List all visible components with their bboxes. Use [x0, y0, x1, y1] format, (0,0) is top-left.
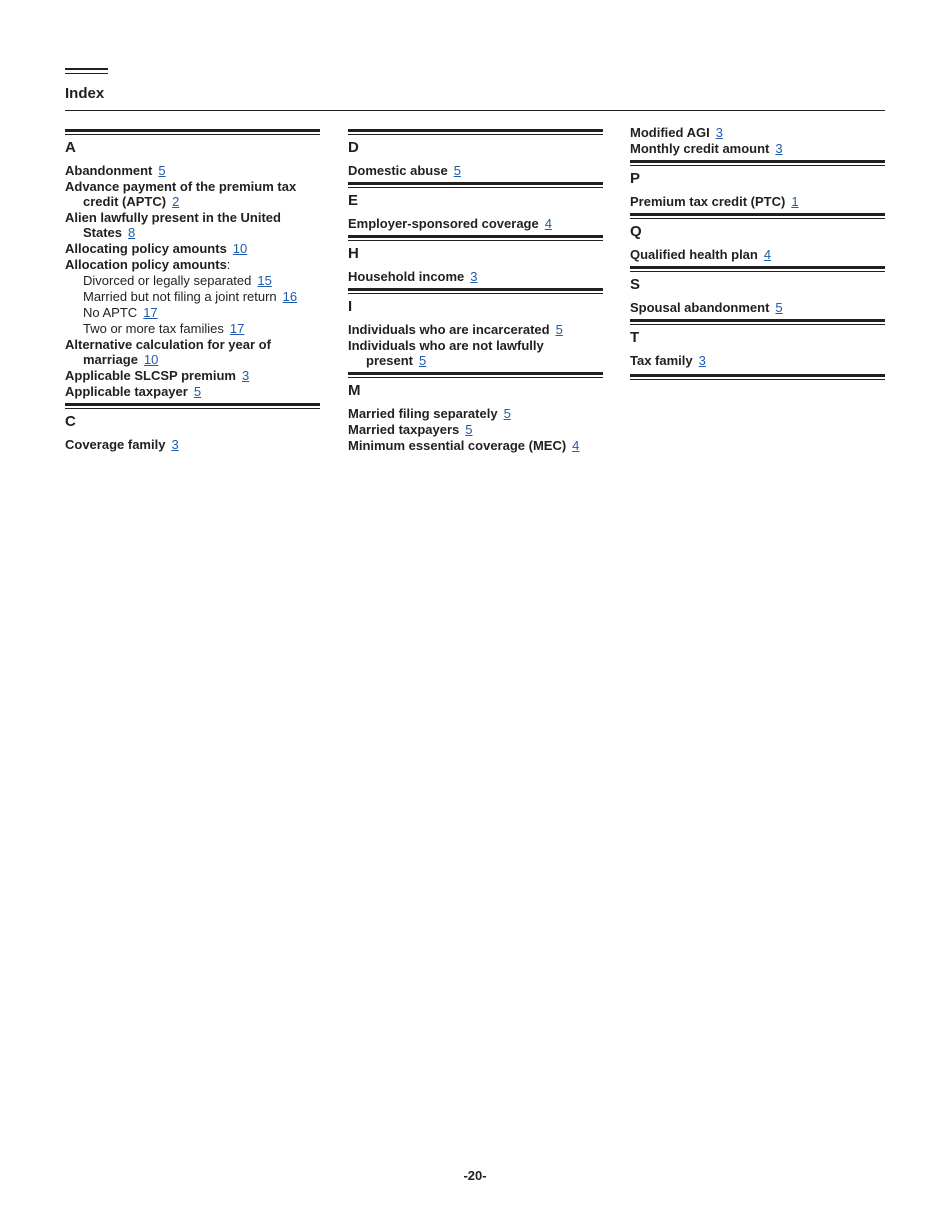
- index-column-2: [348, 125, 603, 454]
- section-letter: M: [348, 382, 361, 399]
- index-entry: Qualified health plan 4: [630, 247, 772, 262]
- index-entry: Alternative calculation for year of marriage 10: [65, 337, 271, 367]
- index-entry: Monthly credit amount 3: [630, 141, 783, 156]
- page-title: Index: [65, 85, 105, 102]
- page-link[interactable]: 5: [465, 422, 473, 437]
- page-link[interactable]: 10: [143, 352, 159, 367]
- index-section-c: [65, 403, 320, 452]
- title-divider: [65, 110, 885, 111]
- section-rule: [630, 160, 885, 166]
- page-link[interactable]: 5: [418, 353, 427, 368]
- page-link[interactable]: 5: [775, 300, 783, 315]
- section-letter: H: [348, 245, 359, 262]
- index-entry: Modified AGI 3: [630, 125, 723, 140]
- section-rule: [348, 129, 603, 135]
- index-entry: Premium tax credit (PTC) 1: [630, 194, 799, 209]
- page-number: -20-: [463, 1168, 487, 1183]
- page-link[interactable]: 5: [503, 406, 511, 421]
- index-entry: Coverage family 3: [65, 437, 179, 452]
- section-rule: [630, 319, 885, 325]
- section-letter: S: [630, 276, 641, 293]
- section-letter: E: [348, 192, 359, 209]
- index-section-a: [65, 129, 320, 399]
- index-entry: Applicable taxpayer 5: [65, 384, 202, 399]
- index-section-m-continued: [630, 125, 885, 156]
- index-section-d: [348, 129, 603, 178]
- page-link[interactable]: 3: [470, 269, 478, 284]
- index-entry: Alien lawfully present in the United States 8: [65, 210, 281, 240]
- page-link[interactable]: 3: [171, 437, 179, 452]
- index-section-t: [630, 319, 885, 368]
- page-link[interactable]: 5: [453, 163, 461, 178]
- section-rule: [348, 288, 603, 294]
- page-link[interactable]: 2: [172, 194, 180, 209]
- page-link[interactable]: 10: [232, 241, 248, 256]
- page-link[interactable]: 15: [257, 273, 272, 288]
- section-rule: [630, 266, 885, 272]
- page-link[interactable]: 8: [128, 225, 136, 240]
- index-entry: Domestic abuse 5: [348, 163, 461, 178]
- section-rule: [348, 235, 603, 241]
- index-column-1: [65, 125, 320, 453]
- index-entry: Married taxpayers 5: [348, 422, 473, 437]
- page-link[interactable]: 5: [555, 322, 563, 337]
- section-rule: [348, 182, 603, 188]
- index-section-s: [630, 266, 885, 315]
- index-entry: Minimum essential coverage (MEC) 4: [348, 438, 580, 453]
- section-rule: [630, 213, 885, 219]
- index-entry: Abandonment 5: [65, 163, 166, 178]
- index-entry: Individuals who are not lawfully present 5: [348, 338, 544, 368]
- section-letter: P: [630, 170, 641, 187]
- page-link[interactable]: 1: [791, 194, 799, 209]
- page-link[interactable]: 4: [572, 438, 580, 453]
- index-subentry: No APTC 17: [83, 305, 158, 320]
- index-end-rule: [630, 374, 885, 380]
- index-section-e: [348, 182, 603, 231]
- section-rule: [65, 403, 320, 409]
- page-link[interactable]: 5: [193, 384, 202, 399]
- page-link[interactable]: 5: [158, 163, 166, 178]
- index-section-m: [348, 372, 603, 453]
- section-letter: Q: [630, 223, 642, 240]
- page-link[interactable]: 3: [698, 353, 706, 368]
- page-link[interactable]: 17: [229, 321, 245, 336]
- header-rule: [65, 68, 108, 74]
- index-column-3: [630, 125, 885, 380]
- page-link[interactable]: 16: [282, 289, 298, 304]
- index-entry: Tax family 3: [630, 353, 706, 368]
- section-letter: C: [65, 413, 76, 430]
- page-link[interactable]: 4: [763, 247, 772, 262]
- index-entry: Individuals who are incarcerated 5: [348, 322, 563, 337]
- index-entry: Spousal abandonment 5: [630, 300, 783, 315]
- index-subentry: Married but not filing a joint return 16: [83, 289, 298, 304]
- page-link[interactable]: 4: [544, 216, 552, 231]
- index-section-p: [630, 160, 885, 209]
- section-rule: [348, 372, 603, 378]
- page-link[interactable]: 3: [775, 141, 783, 156]
- index-entry: Employer-sponsored coverage 4: [348, 216, 552, 231]
- section-letter: T: [630, 329, 640, 346]
- page-link[interactable]: 3: [241, 368, 250, 383]
- index-subentry: Divorced or legally separated 15: [83, 273, 272, 288]
- section-letter: I: [348, 298, 353, 315]
- index-section-h: [348, 235, 603, 284]
- index-entry: Allocating policy amounts 10: [65, 241, 248, 256]
- index-entry: Applicable SLCSP premium 3: [65, 368, 250, 383]
- index-subentry: Two or more tax families 17: [83, 321, 245, 336]
- index-entry: Household income 3: [348, 269, 478, 284]
- page-link[interactable]: 3: [715, 125, 723, 140]
- index-section-i: [348, 288, 603, 368]
- index-entry: Advance payment of the premium tax credit (APTC) 2: [65, 179, 297, 209]
- section-rule: [65, 129, 320, 135]
- section-letter: D: [348, 139, 359, 156]
- index-entry-parent: Allocation policy amounts:: [65, 257, 231, 272]
- page-link[interactable]: 17: [143, 305, 158, 320]
- section-letter: A: [65, 139, 76, 156]
- index-section-q: [630, 213, 885, 262]
- index-entry: Married filing separately 5: [348, 406, 511, 421]
